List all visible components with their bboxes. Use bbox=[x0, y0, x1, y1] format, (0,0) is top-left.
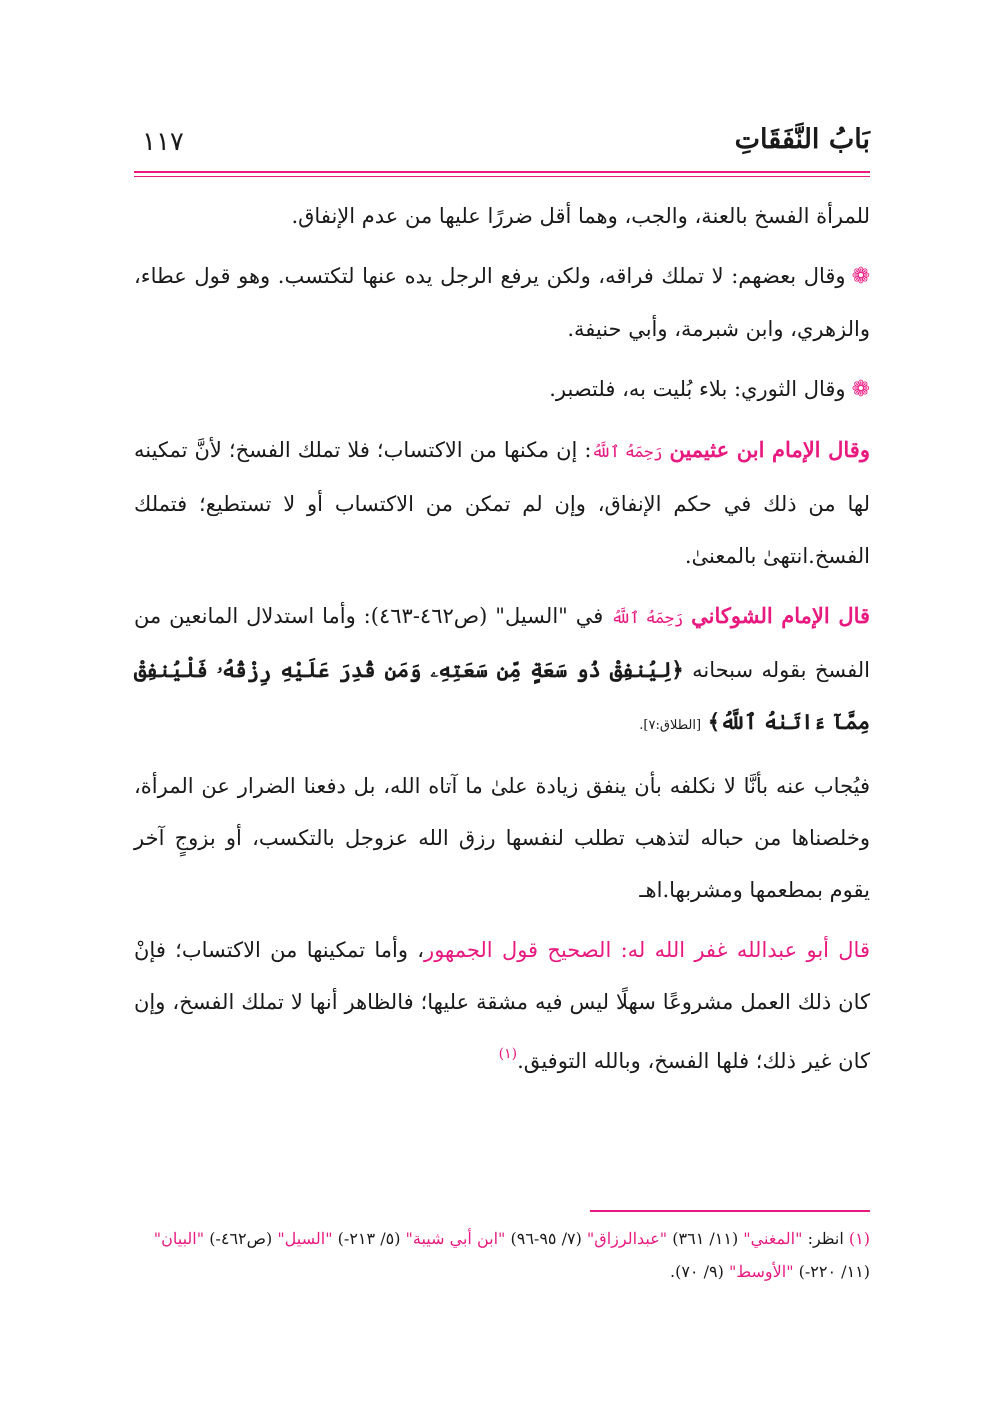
paragraph-1 bbox=[134, 190, 870, 242]
source-title: "السيل" bbox=[277, 1229, 333, 1248]
speaker-shawkani: قال الإمام الشوكاني bbox=[691, 603, 871, 628]
honorific: رَحِمَهُ ٱللَّهُ bbox=[591, 442, 663, 461]
paragraph-2 bbox=[134, 250, 870, 355]
footnote-line bbox=[134, 1222, 870, 1288]
source-title: "البيان" bbox=[153, 1229, 205, 1248]
footnote bbox=[134, 1222, 870, 1288]
main-text bbox=[134, 190, 870, 1087]
paragraph-1-text: للمرأة الفسخ بالعنة، والجب، وهما أقل ضررًا عليها من عدم الإنفاق. bbox=[291, 204, 870, 228]
header-rule-thick bbox=[134, 171, 870, 173]
speaker-ibn-uthaymin: وقال الإمام ابن عثيمين bbox=[669, 437, 870, 462]
paragraph-4-text: : إن مكنها من الاكتساب؛ فلا تملك الفسخ؛ لأنَّ تمكينه لها من ذلك في حكم الإنفاق، وإن لم تمكن من الاكتساب أو لا تستطيع؛ فتملك الفسخ.انتهىٰ بالمعنىٰ. bbox=[134, 438, 870, 568]
paragraph-7-text: ، وأما تمكينها من الاكتساب؛ فإنْ كان ذلك العمل مشروعًا سهلًا ليس فيه مشقة عليها؛ فالظاهر أنها لا تملك الفسخ، وإن كان غير ذلك؛ فلها الفسخ، وبالله التوفيق. bbox=[134, 938, 870, 1073]
source-title: "ابن أبي شيبة" bbox=[405, 1229, 506, 1248]
flower-ornament-icon: ❁ bbox=[851, 264, 870, 289]
footnote-intro: انظر: bbox=[807, 1229, 844, 1248]
source-ref: (١١/ ٢٢٠-) bbox=[798, 1262, 870, 1281]
honorific: رَحِمَهُ ٱللَّهُ bbox=[611, 608, 684, 627]
source-ref: (١١/ ٣٦١) bbox=[672, 1229, 739, 1248]
source-title: "المغني" bbox=[743, 1229, 803, 1248]
paragraph-6 bbox=[134, 760, 870, 916]
footnote-marker[interactable]: (١) bbox=[498, 1046, 518, 1062]
verse-reference: [الطلاق:٧]. bbox=[639, 718, 702, 733]
paragraph-6-text: فيُجاب عنه بأنَّا لا نكلفه بأن ينفق زيادة علىٰ ما آتاه الله، بل دفعنا الضرار عن المرأة، وخلصناها من حباله لتذهب تطلب لنفسها رزق الله عزوجل بالتكسب، أو بزوجٍ آخر يقوم بمطعمها ومشربها.اهـ bbox=[134, 774, 870, 902]
paragraph-5-text: في "السيل" (ص٤٦٢-٤٦٣): وأما استدلال المانعين من الفسخ بقوله سبحانه bbox=[134, 604, 870, 682]
chapter-title: بَابُ النَّفَقَاتِ bbox=[734, 124, 870, 155]
source-ref: (ص٤٦٢-) bbox=[209, 1229, 273, 1248]
author-opinion: قال أبو عبدالله غفر الله له: الصحيح قول الجمهور bbox=[424, 938, 870, 962]
source-ref: (٧/ ٩٥-٩٦) bbox=[510, 1229, 582, 1248]
flower-ornament-icon: ❁ bbox=[851, 377, 870, 402]
paragraph-7 bbox=[134, 924, 870, 1087]
page-header bbox=[134, 120, 870, 170]
paragraph-5 bbox=[134, 590, 870, 752]
paragraph-3-text: وقال الثوري: بلاء بُليت به، فلتصبر. bbox=[549, 377, 846, 401]
paragraph-3 bbox=[134, 363, 870, 416]
source-ref: (٥/ ٢١٣-) bbox=[337, 1229, 401, 1248]
paragraph-4 bbox=[134, 424, 870, 582]
source-ref: (٩/ ٧٠). bbox=[670, 1262, 724, 1281]
quran-verse: ﴿لِيُنفِقْ ذُو سَعَةٍ مِّن سَعَتِهِۦ وَمَن قُدِرَ عَلَيْهِ رِزْقُهُۥ فَلْيُنفِقْ مِمَّآ ءَاتَىٰهُ ٱللَّهُ﴾ bbox=[134, 657, 870, 734]
footnote-separator bbox=[590, 1210, 870, 1212]
header-rule-thin bbox=[134, 176, 870, 177]
source-title: "الأوسط" bbox=[728, 1262, 794, 1281]
source-title: "عبدالرزاق" bbox=[586, 1229, 668, 1248]
paragraph-2-text: وقال بعضهم: لا تملك فراقه، ولكن يرفع الرجل يده عنها لتكتسب. وهو قول عطاء، والزهري، وابن شبرمة، وأبي حنيفة. bbox=[134, 264, 870, 341]
page-number: ١١٧ bbox=[142, 127, 184, 157]
footnote-number: (١) bbox=[848, 1229, 870, 1248]
